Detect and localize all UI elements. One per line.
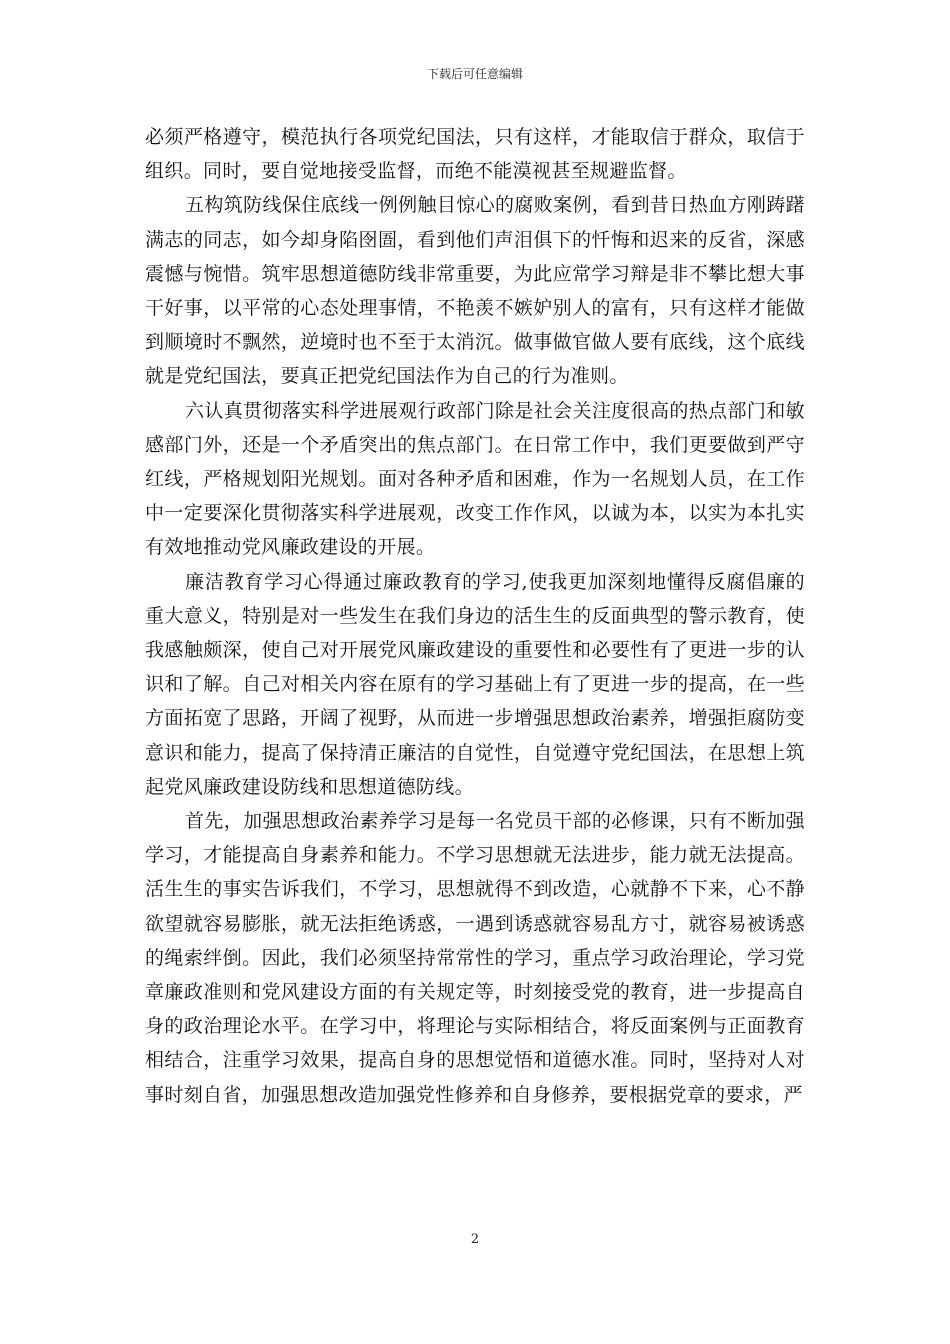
paragraph-six-scientific-development: 六认真贯彻落实科学进展观行政部门除是社会关注度很高的热点部门和敏感部门外，还是一个矛盾突出的焦点部门。在日常工作中，我们更要做到严守红线，严格规划阳光规划。面对各种矛盾和困难，作为一名规划人员，在工作中一定要深化贯彻落实科学进展观，改变工作作风，以诚为本，以实为本扎实有效地推动党风廉政建设的开展。 (145, 399, 805, 559)
page-number: 2 (470, 1232, 480, 1247)
paragraph-continuation: 必须严格遵守，模范执行各项党纪国法，只有这样，才能取信于群众，取信于组织。同时，要自觉地接受监督，而绝不能漠视甚至规避监督。 (145, 126, 805, 183)
paragraph-firstly-political-study: 首先，加强思想政治素养学习是每一名党员干部的必修课，只有不断加强学习，才能提高自身素养和能力。不学习思想就无法进步，能力就无法提高。活生生的事实告诉我们，不学习，思想就得不到改造，心就静不下来，心不静欲望就容易膨胀，就无法拒绝诱惑，一遇到诱惑就容易乱方寸，就容易被诱惑的绳索绊倒。因此，我们必须坚持常常性的学习，重点学习政治理论，学习党章廉政准则和党风建设方面的有关规定等，时刻接受党的教育，进一步提高自身的政治理论水平。在学习中，将理论与实际相结合，将反面案例与正面教育相结合，注重学习效果，提高自身的思想觉悟和道德水准。同时，坚持对人对事时刻自省，加强思想改造加强党性修养和自身修养，要根据党章的要求，严 (145, 810, 805, 1106)
paragraph-five-build-defense: 五构筑防线保住底线一例例触目惊心的腐败案例，看到昔日热血方刚踌躇满志的同志，如今却身陷囹圄，看到他们声泪俱下的忏悔和迟来的反省，深感震憾与惋惜。筑牢思想道德防线非常重要，为此应常学习辩是非不攀比想大事干好事，以平常的心态处理事情，不艳羡不嫉妒别人的富有，只有这样才能做到顺境时不飘然，逆境时也不至于太消沉。做事做官做人要有底线，这个底线就是党纪国法，要真正把党纪国法作为自己的行为准则。 (145, 194, 805, 388)
document-body (145, 120, 805, 1112)
paragraph-integrity-study-notes: 廉洁教育学习心得通过廉政教育的学习,使我更加深刻地懂得反腐倡廉的重大意义，特别是对一些发生在我们身边的活生生的反面典型的警示教育，使我感触颇深，使自己对开展党风廉政建设的重要性和必要性有了更进一步的认识和了解。自己对相关内容在原有的学习基础上有了更进一步的提高，在一些方面拓宽了思路，开阔了视野，从而进一步增强思想政治素养，增强拒腐防变意识和能力，提高了保持清正廉洁的自觉性，自觉遵守党纪国法，在思想上筑起党风廉政建设防线和思想道德防线。 (145, 570, 805, 798)
page-header: 下载后可任意编辑 (426, 67, 523, 81)
